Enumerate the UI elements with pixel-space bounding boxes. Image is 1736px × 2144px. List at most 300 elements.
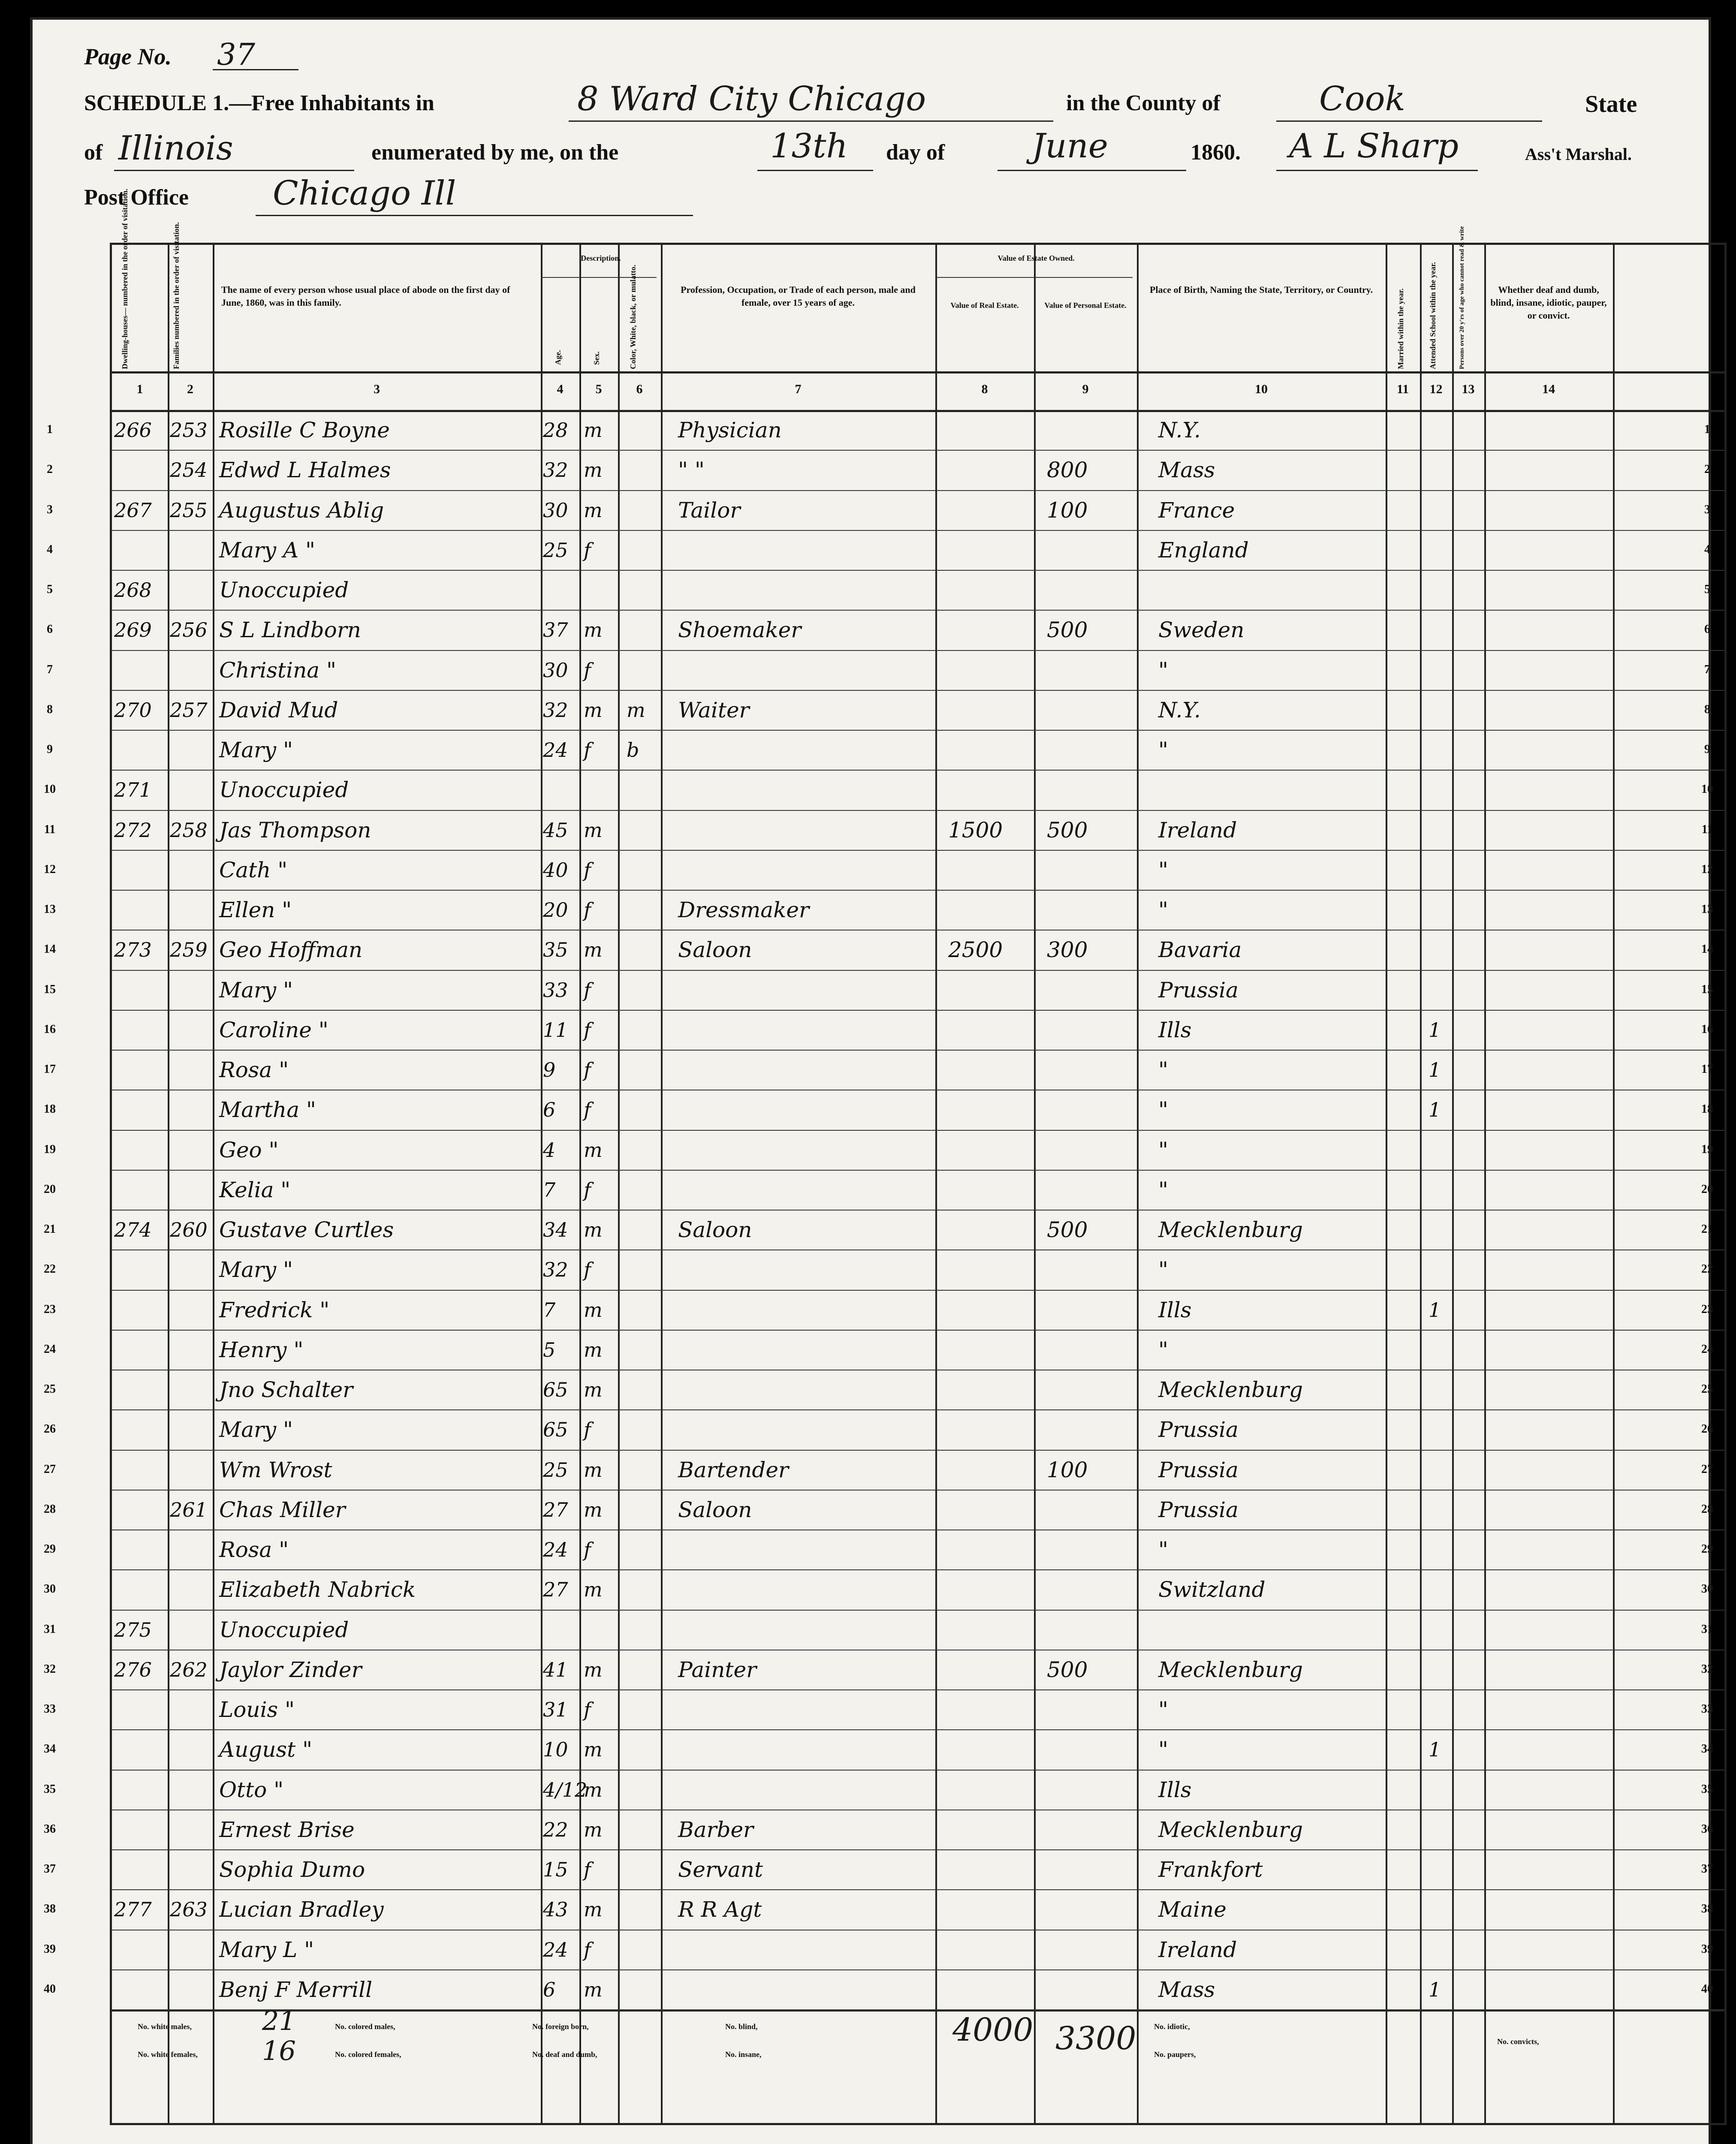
dwelling-number: 273 [114, 938, 152, 962]
row-number-right: 29 [1701, 1542, 1713, 1556]
row-number-left: 40 [44, 1982, 56, 1996]
person-name: Cath " [219, 857, 288, 882]
person-name: Augustus Ablig [219, 497, 384, 523]
sex-value: f [584, 858, 591, 882]
col-divider [1452, 245, 1454, 2123]
state-line [114, 170, 354, 171]
row-number-left: 28 [44, 1502, 56, 1516]
age-value: 30 [543, 658, 568, 682]
place-line [569, 120, 1053, 122]
white-females-value: 16 [262, 2035, 296, 2066]
school-mark: 1 [1429, 1018, 1441, 1042]
school-mark: 1 [1429, 1738, 1441, 1762]
family-number: 258 [170, 818, 208, 842]
age-value: 10 [543, 1738, 568, 1762]
person-name: Kelia " [219, 1177, 291, 1202]
age-value: 33 [543, 978, 568, 1002]
person-name: Christina " [219, 657, 336, 683]
row-number-left: 22 [44, 1262, 56, 1276]
age-value: 32 [543, 698, 568, 722]
person-name: Unoccupied [219, 1617, 349, 1642]
birthplace-value: N.Y. [1158, 418, 1201, 443]
row-number-left: 37 [44, 1862, 56, 1876]
enumerated-label: enumerated by me, on the [371, 140, 619, 165]
birthplace-value: Sweden [1158, 617, 1245, 643]
person-name: Mary L " [219, 1937, 314, 1962]
row-rule [112, 530, 1724, 531]
col-divider [618, 245, 620, 2123]
col-number: 13 [1462, 382, 1475, 396]
age-value: 43 [543, 1898, 568, 1921]
birthplace-value: Mass [1158, 1977, 1215, 2002]
dwelling-number: 266 [114, 419, 152, 442]
age-value: 32 [543, 1258, 568, 1282]
birthplace-value: " [1158, 857, 1168, 882]
row-number-left: 33 [44, 1702, 56, 1716]
col4-header: Age. [554, 350, 562, 365]
age-value: 24 [543, 1538, 568, 1561]
row-rule [112, 1210, 1724, 1211]
birthplace-value: Bavaria [1158, 937, 1242, 963]
sex-value: f [584, 1538, 591, 1561]
row-number-right: 17 [1701, 1063, 1713, 1076]
row-rule [112, 1290, 1724, 1291]
county-value: Cook [1319, 80, 1405, 118]
row-number-left: 5 [47, 583, 53, 596]
row-number-right: 1 [1704, 423, 1710, 436]
birthplace-value: Prussia [1158, 977, 1239, 1003]
row-number-left: 25 [44, 1382, 56, 1396]
sex-value: f [584, 1258, 591, 1282]
marshal-line [1276, 170, 1478, 171]
birthplace-value: " [1158, 1057, 1168, 1082]
occupation-value: Shoemaker [678, 617, 802, 643]
col-divider [168, 245, 169, 2123]
sex-value: m [584, 458, 603, 482]
numbers-rule [112, 410, 1724, 412]
row-number-right: 22 [1701, 1262, 1713, 1276]
row-number-left: 14 [44, 943, 56, 956]
person-name: S L Lindborn [219, 617, 361, 643]
birthplace-value: Prussia [1158, 1457, 1239, 1482]
sex-value: f [584, 538, 591, 562]
occupation-value: Barber [678, 1817, 753, 1842]
person-name: Caroline " [219, 1017, 329, 1042]
occupation-value: Saloon [678, 1497, 752, 1522]
state-label: State [1585, 91, 1637, 117]
sex-value: m [584, 698, 603, 722]
personal-estate-value: 300 [1047, 937, 1088, 963]
person-name: Louis " [219, 1697, 295, 1722]
col-number: 1 [136, 382, 143, 396]
birthplace-value: Maine [1158, 1897, 1227, 1922]
person-name: Otto " [219, 1777, 284, 1802]
row-number-right: 38 [1701, 1902, 1713, 1916]
paupers-label: No. paupers, [1154, 2050, 1196, 2059]
age-value: 9 [543, 1058, 556, 1081]
row-number-left: 4 [47, 542, 53, 556]
person-name: Rosille C Boyne [219, 418, 390, 443]
birthplace-value: Mecklenburg [1158, 1377, 1303, 1402]
row-number-left: 3 [47, 503, 53, 516]
birthplace-value: Switzland [1158, 1577, 1266, 1602]
census-page [30, 17, 1711, 2144]
col-number: 14 [1542, 382, 1555, 396]
row-number-right: 15 [1701, 982, 1713, 996]
color-value: m [627, 698, 645, 722]
age-value: 65 [543, 1418, 568, 1442]
year-label: 1860. [1190, 140, 1241, 165]
row-number-right: 16 [1701, 1022, 1713, 1036]
person-name: Ellen " [219, 897, 292, 922]
sex-value: f [584, 738, 591, 762]
sex-value: m [584, 938, 603, 962]
family-number: 262 [170, 1658, 208, 1681]
school-mark: 1 [1429, 1058, 1441, 1081]
birthplace-value: " [1158, 657, 1168, 683]
age-value: 15 [543, 1858, 568, 1881]
sex-value: m [584, 1978, 603, 2001]
description-rule [541, 277, 657, 278]
col2-header: Families numbered in the order of visitation. [172, 222, 181, 369]
sex-value: f [584, 1018, 591, 1042]
row-rule [112, 450, 1724, 451]
person-name: Ernest Brise [219, 1817, 355, 1842]
col-divider [1137, 245, 1139, 2123]
person-name: Sophia Dumo [219, 1857, 365, 1882]
row-number-left: 38 [44, 1902, 56, 1916]
foreign-born-label: No. foreign born, [532, 2022, 589, 2031]
col-number: 12 [1429, 382, 1443, 396]
row-rule [112, 650, 1724, 651]
age-value: 27 [543, 1498, 568, 1521]
family-number: 254 [170, 458, 208, 482]
row-rule [112, 1490, 1724, 1491]
age-value: 37 [543, 618, 568, 642]
dwelling-number: 270 [114, 698, 152, 722]
row-rule [112, 1729, 1724, 1730]
col-number: 8 [981, 382, 988, 396]
age-value: 7 [543, 1298, 556, 1322]
row-number-right: 7 [1704, 662, 1710, 676]
col6-header: Color, White, black, or mulatto. [629, 265, 637, 369]
row-number-left: 19 [44, 1142, 56, 1156]
col-divider [541, 245, 542, 2123]
row-rule [112, 610, 1724, 611]
sex-value: f [584, 1058, 591, 1081]
estate-header: Value of Estate Owned. [998, 254, 1075, 262]
col-number: 9 [1082, 382, 1089, 396]
county-line [1276, 120, 1542, 122]
white-females-label: No. white females, [138, 2050, 198, 2059]
row-rule [112, 1770, 1724, 1771]
row-rule [112, 850, 1724, 851]
col1-header: Dwelling-houses— numbered in the order of visitation. [121, 189, 129, 369]
age-value: 27 [543, 1578, 568, 1602]
family-number: 263 [170, 1898, 208, 1921]
personal-estate-value: 800 [1047, 458, 1088, 483]
col-divider [661, 245, 663, 2123]
row-number-left: 24 [44, 1342, 56, 1356]
row-rule [112, 1849, 1724, 1850]
col7-header: Profession, Occupation, or Trade of each person, male and female, over 15 years of age. [681, 284, 916, 308]
birthplace-value: Prussia [1158, 1417, 1239, 1442]
marshal-value: A L Sharp [1289, 127, 1459, 166]
school-mark: 1 [1429, 1298, 1441, 1322]
post-office-value: Chicago Ill [273, 174, 456, 213]
row-rule [112, 1130, 1724, 1131]
col-divider [1386, 245, 1387, 2123]
family-number: 260 [170, 1218, 208, 1241]
age-value: 24 [543, 1938, 568, 1961]
person-name: Fredrick " [219, 1297, 330, 1322]
dwelling-number: 277 [114, 1898, 152, 1921]
dwelling-number: 275 [114, 1618, 152, 1641]
occupation-value: Waiter [678, 697, 750, 723]
age-value: 31 [543, 1698, 568, 1721]
birthplace-value: N.Y. [1158, 697, 1201, 723]
birthplace-value: France [1158, 497, 1235, 523]
row-number-right: 34 [1701, 1742, 1713, 1756]
personal-estate-value: 100 [1047, 1457, 1088, 1482]
occupation-value: Tailor [678, 497, 741, 523]
row-number-right: 23 [1701, 1302, 1713, 1316]
birthplace-value: " [1158, 897, 1168, 922]
day-of-label: day of [886, 140, 945, 165]
dwelling-number: 271 [114, 778, 152, 802]
insane-label: No. insane, [725, 2050, 762, 2059]
page-number: 37 [217, 37, 256, 72]
sex-value: f [584, 898, 591, 921]
person-name: Mary A " [219, 537, 316, 563]
sex-value: m [584, 419, 603, 442]
col-number: 7 [795, 382, 802, 396]
person-name: Chas Miller [219, 1497, 346, 1522]
sex-value: m [584, 1298, 603, 1322]
row-number-right: 32 [1701, 1662, 1713, 1676]
row-number-left: 29 [44, 1542, 56, 1556]
sex-value: m [584, 818, 603, 842]
person-name: Jaylor Zinder [219, 1657, 362, 1682]
sex-value: m [584, 498, 603, 522]
birthplace-value: Mecklenburg [1158, 1817, 1303, 1842]
description-header: Description. [581, 254, 621, 262]
age-value: 30 [543, 498, 568, 522]
row-rule [112, 1330, 1724, 1331]
col-divider [935, 245, 937, 2123]
row-number-right: 3 [1704, 503, 1710, 516]
of-label: of [84, 140, 103, 165]
row-number-left: 16 [44, 1022, 56, 1036]
white-males-value: 21 [262, 2005, 296, 2036]
header-rule [112, 371, 1724, 373]
family-number: 259 [170, 938, 208, 962]
age-value: 4 [543, 1138, 556, 1162]
person-name: Rosa " [219, 1537, 289, 1562]
row-number-right: 30 [1701, 1582, 1713, 1596]
sex-value: f [584, 978, 591, 1002]
col5-header: Sex. [592, 351, 601, 365]
row-number-left: 2 [47, 463, 53, 476]
sex-value: m [584, 1778, 603, 1801]
sex-value: m [584, 1378, 603, 1401]
birthplace-value: Mass [1158, 458, 1215, 483]
row-rule [112, 1889, 1724, 1890]
row-number-left: 26 [44, 1422, 56, 1436]
white-males-label: No. white males, [138, 2022, 192, 2031]
age-value: 11 [543, 1018, 568, 1042]
row-number-left: 27 [44, 1462, 56, 1476]
age-value: 5 [543, 1338, 556, 1361]
real-estate-value: 2500 [948, 937, 1003, 963]
col-number: 2 [187, 382, 193, 396]
personal-estate-value: 500 [1047, 617, 1088, 643]
person-name: August " [219, 1737, 313, 1762]
row-number-right: 8 [1704, 702, 1710, 716]
occupation-value: Bartender [678, 1457, 789, 1482]
col-divider [1613, 245, 1615, 2123]
birthplace-value: Prussia [1158, 1497, 1239, 1522]
row-number-right: 24 [1701, 1342, 1713, 1356]
col10-header: Place of Birth, Naming the State, Territory, or Country. [1149, 284, 1373, 295]
col13-header: Persons over 20 y'rs of age who cannot read & write [1459, 226, 1465, 369]
age-value: 28 [543, 419, 568, 442]
row-rule [112, 1569, 1724, 1570]
idiotic-label: No. idiotic, [1154, 2022, 1190, 2031]
row-number-right: 40 [1701, 1982, 1713, 1996]
row-number-right: 18 [1701, 1102, 1713, 1116]
person-name: Jno Schalter [219, 1377, 353, 1402]
age-value: 6 [543, 1978, 556, 2001]
row-number-left: 39 [44, 1942, 56, 1956]
estate-rule [935, 277, 1133, 278]
age-value: 40 [543, 858, 568, 882]
convicts-label: No. convicts, [1497, 2037, 1539, 2046]
row-number-right: 28 [1701, 1502, 1713, 1516]
row-number-right: 37 [1701, 1862, 1713, 1876]
birthplace-value: " [1158, 1337, 1168, 1362]
age-value: 35 [543, 938, 568, 962]
col-divider [1034, 245, 1036, 2123]
row-number-right: 27 [1701, 1462, 1713, 1476]
row-rule [112, 1689, 1724, 1690]
person-name: Mary " [219, 977, 293, 1003]
row-number-right: 5 [1704, 583, 1710, 596]
person-name: Rosa " [219, 1057, 289, 1082]
person-name: Unoccupied [219, 578, 349, 602]
person-name: Elizabeth Nabrick [219, 1577, 416, 1602]
page-number-line [213, 69, 298, 70]
family-number: 256 [170, 618, 208, 642]
row-number-left: 23 [44, 1302, 56, 1316]
row-number-left: 8 [47, 702, 53, 716]
row-number-right: 21 [1701, 1223, 1713, 1236]
sex-value: m [584, 618, 603, 642]
schedule-label: SCHEDULE 1.—Free Inhabitants in [84, 91, 434, 115]
dwelling-number: 268 [114, 578, 152, 602]
col-number: 10 [1255, 382, 1268, 396]
dwelling-number: 267 [114, 498, 152, 522]
occupation-value: Saloon [678, 1217, 752, 1242]
school-mark: 1 [1429, 1098, 1441, 1122]
row-number-left: 1 [47, 423, 53, 436]
colored-females-label: No. colored females, [335, 2050, 401, 2059]
dwelling-number: 272 [114, 818, 152, 842]
page-label: Page No. [84, 44, 172, 69]
birthplace-value: Ills [1158, 1777, 1192, 1802]
sex-value: f [584, 1098, 591, 1122]
row-number-left: 18 [44, 1102, 56, 1116]
col9-header: Value of Personal Estate. [1044, 301, 1127, 310]
row-number-right: 4 [1704, 542, 1710, 556]
row-number-left: 13 [44, 903, 56, 916]
row-number-left: 30 [44, 1582, 56, 1596]
dwelling-number: 269 [114, 618, 152, 642]
sex-value: m [584, 1458, 603, 1482]
row-number-right: 35 [1701, 1782, 1713, 1796]
place-value: 8 Ward City Chicago [577, 80, 926, 118]
person-name: Mary " [219, 1417, 293, 1442]
row-number-right: 39 [1701, 1942, 1713, 1956]
birthplace-value: England [1158, 537, 1249, 563]
row-rule [112, 770, 1724, 771]
month-line [998, 170, 1186, 171]
col-number: 6 [636, 382, 643, 396]
age-value: 4/12 [543, 1778, 588, 1801]
row-rule [112, 1409, 1724, 1410]
person-name: Henry " [219, 1337, 304, 1362]
person-name: David Mud [219, 697, 338, 723]
col12-header: Attended School within the year. [1429, 262, 1437, 369]
row-number-right: 13 [1701, 903, 1713, 916]
row-rule [112, 1050, 1724, 1051]
family-number: 261 [170, 1498, 208, 1521]
dwelling-number: 274 [114, 1218, 152, 1241]
sex-value: m [584, 1338, 603, 1361]
person-name: Wm Wrost [219, 1457, 332, 1482]
person-name: Benj F Merrill [219, 1977, 373, 2002]
row-number-right: 2 [1704, 463, 1710, 476]
row-number-left: 20 [44, 1182, 56, 1196]
row-rule [112, 1170, 1724, 1171]
occupation-value: " " [678, 458, 705, 483]
county-label: in the County of [1066, 91, 1221, 115]
col-number: 3 [374, 382, 380, 396]
row-number-left: 17 [44, 1063, 56, 1076]
row-number-left: 21 [44, 1223, 56, 1236]
person-name: Unoccupied [219, 777, 349, 803]
age-value: 32 [543, 458, 568, 482]
sex-value: f [584, 1178, 591, 1201]
sex-value: m [584, 1138, 603, 1162]
row-rule [112, 570, 1724, 571]
person-name: Jas Thompson [219, 817, 371, 843]
row-rule [112, 690, 1724, 691]
row-number-right: 25 [1701, 1382, 1713, 1396]
row-number-left: 35 [44, 1782, 56, 1796]
sex-value: m [584, 1498, 603, 1521]
deaf-dumb-label: No. deaf and dumb, [532, 2050, 597, 2059]
day-value: 13th [770, 127, 848, 166]
col-divider [1484, 245, 1486, 2123]
age-value: 24 [543, 738, 568, 762]
sex-value: f [584, 1938, 591, 1961]
person-name: Mary " [219, 738, 293, 762]
sex-value: f [584, 1858, 591, 1881]
col-number: 5 [595, 382, 602, 396]
sex-value: f [584, 1418, 591, 1442]
post-office-line [256, 215, 693, 216]
